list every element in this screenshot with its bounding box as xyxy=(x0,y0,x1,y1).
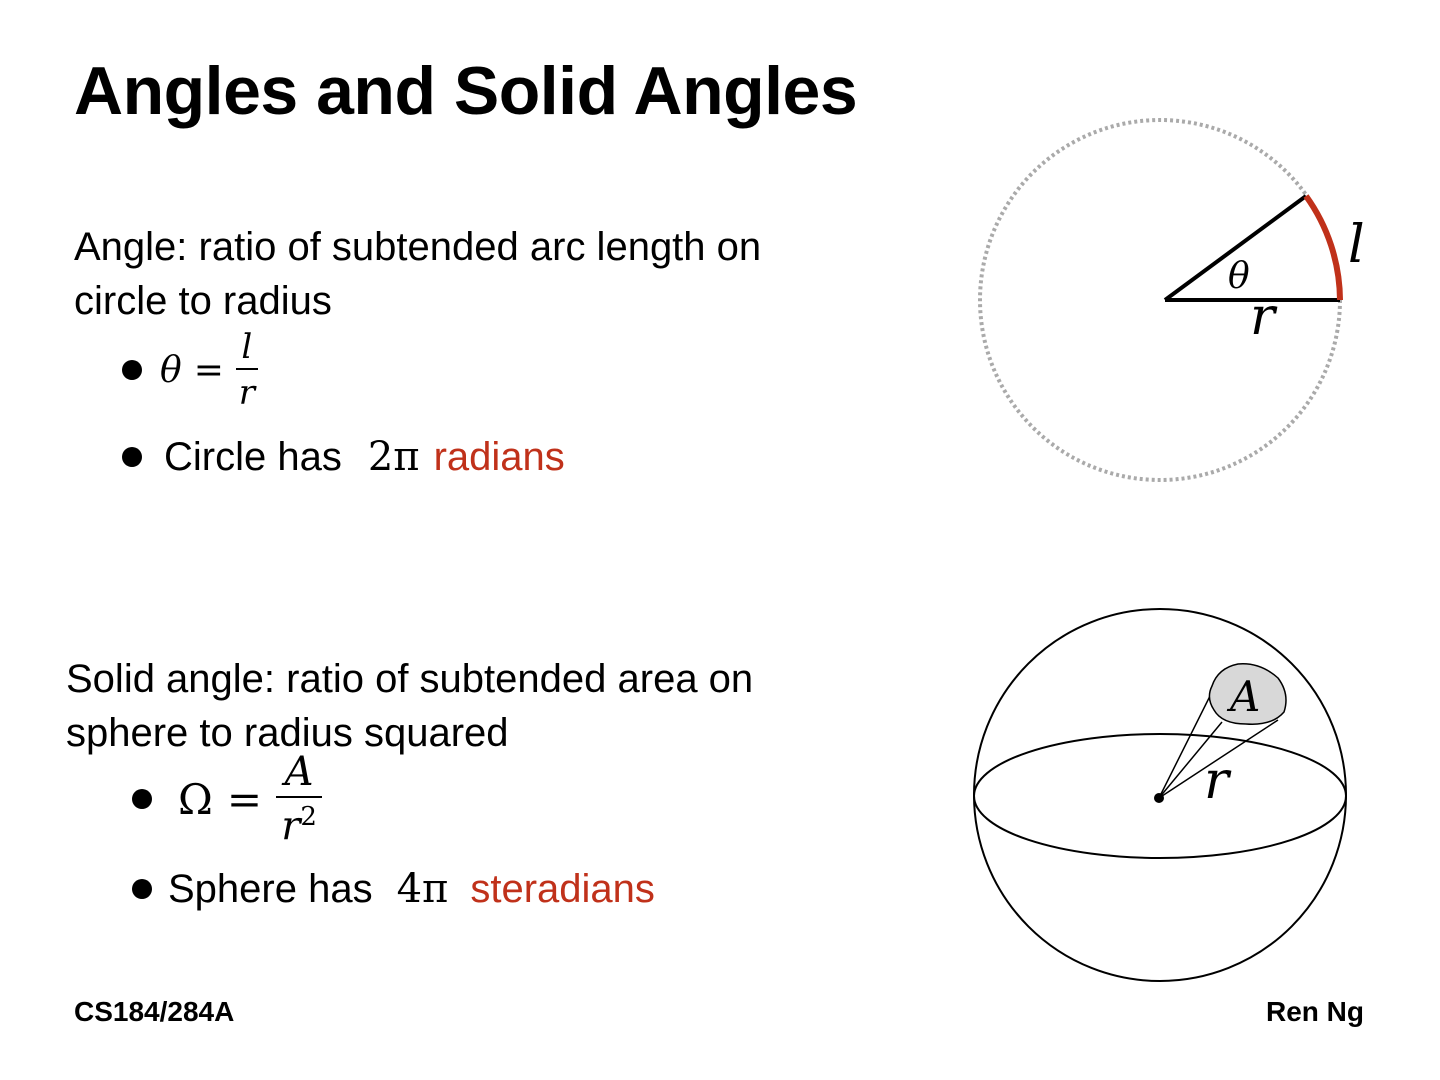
solid-angle-definition-line1: Solid angle: ratio of subtended area on xyxy=(66,657,754,701)
denominator-exponent: 2 xyxy=(300,802,317,832)
sphere-has-text: Sphere has xyxy=(168,866,373,911)
circle-has-text: Circle has xyxy=(164,434,342,479)
solid-angle-fraction xyxy=(276,749,322,850)
bullet-dot xyxy=(132,879,152,899)
radians-label: radians xyxy=(433,434,565,479)
theta-symbol: θ xyxy=(160,349,182,391)
angle-theta-label: θ xyxy=(1228,256,1250,297)
sphere-steradians-bullet xyxy=(132,866,655,912)
four-pi-math: 4π xyxy=(396,866,449,912)
slide-title: Angles and Solid Angles xyxy=(74,53,858,129)
fraction-numerator: A xyxy=(284,749,314,795)
equals-sign: = xyxy=(193,349,224,391)
fraction-denominator xyxy=(281,802,317,850)
angle-definition xyxy=(74,220,761,328)
bullet-dot xyxy=(122,447,142,467)
denominator-base: r xyxy=(281,803,301,850)
angle-definition-line1: Angle: ratio of subtended arc length on xyxy=(74,225,762,269)
author-footer: Ren Ng xyxy=(1266,996,1364,1027)
two-pi-math: 2π xyxy=(367,434,420,480)
circle-angle-diagram xyxy=(960,100,1400,500)
fraction-bar xyxy=(236,368,258,370)
fraction-numerator: l xyxy=(241,327,253,367)
circle-radians-bullet xyxy=(122,434,565,480)
bullet-dot xyxy=(132,789,152,809)
arc-length-label: l xyxy=(1348,215,1365,275)
angle-formula-bullet xyxy=(122,327,258,413)
radius-r-label: r xyxy=(1250,287,1275,347)
fraction-denominator: r xyxy=(238,373,255,413)
sphere-solid-angle-diagram xyxy=(960,600,1360,990)
sphere-center-point xyxy=(1154,793,1164,803)
angle-fraction xyxy=(236,327,258,413)
subtended-arc xyxy=(1306,196,1340,300)
angle-definition-line2: circle to radius xyxy=(74,279,332,323)
solid-angle-definition xyxy=(66,652,753,760)
course-footer: CS184/284A xyxy=(74,996,235,1027)
sphere-radius-r-label: r xyxy=(1204,751,1229,811)
omega-symbol: Ω xyxy=(178,774,213,824)
solid-angle-formula-bullet xyxy=(132,749,322,850)
area-A-label: A xyxy=(1230,672,1261,721)
bullet-dot xyxy=(122,360,142,380)
equals-sign: = xyxy=(226,774,263,824)
steradians-label: steradians xyxy=(470,866,655,911)
solid-angle-definition-line2: sphere to radius squared xyxy=(66,711,509,755)
fraction-bar xyxy=(276,796,322,798)
